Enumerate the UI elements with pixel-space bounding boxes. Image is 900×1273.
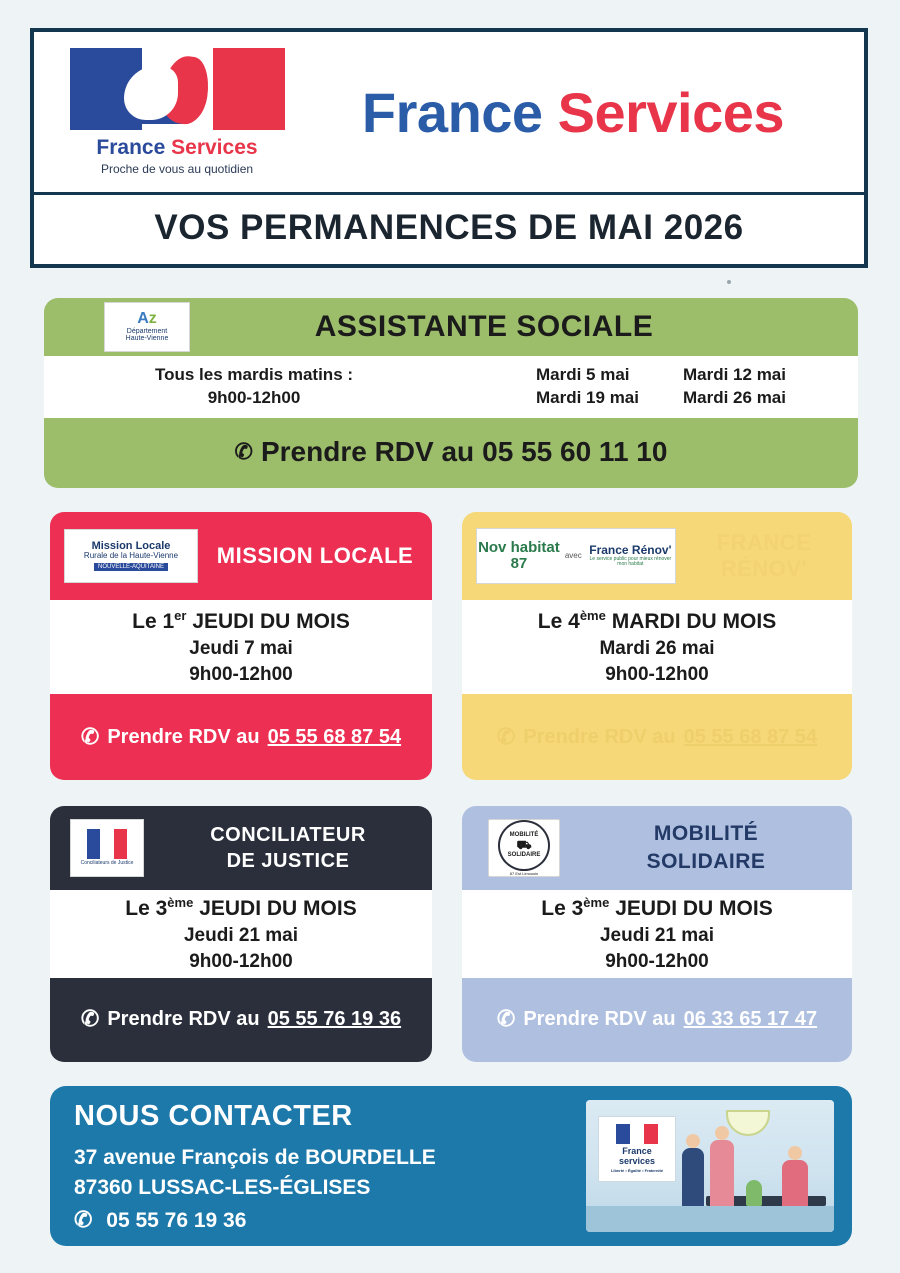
date-mobilite: Jeudi 21 mai	[599, 925, 715, 947]
phone-number-cj[interactable]: 05 55 76 19 36	[267, 1007, 402, 1030]
illustration-person-1-head	[686, 1134, 700, 1148]
marianne-hair	[124, 66, 178, 120]
frequency-prefix-cj: Le 3	[125, 896, 168, 920]
card-title-conciliateur-line2: DE JUSTICE	[226, 850, 350, 872]
date-item: Mardi 5 mai	[536, 365, 630, 385]
frequency-suffix-fr: MARDI DU MOIS	[605, 609, 777, 633]
card-head-france-renov	[462, 512, 852, 600]
page-title	[302, 80, 864, 145]
dates-assistante-sociale	[464, 364, 858, 410]
schedule-strip-mobilite	[462, 890, 852, 978]
logo-wordmark	[52, 136, 302, 160]
phone-icon: ✆	[74, 1206, 93, 1232]
schedule-strip-mission-locale	[50, 600, 432, 694]
frequency-conciliateur	[125, 894, 356, 923]
card-conciliateur-justice	[50, 806, 432, 1062]
badge-line1-as: Département	[126, 328, 168, 336]
schedule-text-assistante-sociale	[44, 364, 464, 410]
phone-label-fr: Prendre RDV au	[523, 725, 676, 748]
illustration-floor	[586, 1206, 834, 1232]
badge-line2-fr: France Rénov'	[589, 543, 672, 558]
schedule-hours-as: 9h00-12h00	[207, 388, 301, 407]
mobilite-solidaire-logo	[488, 819, 560, 877]
conciliateurs-justice-logo	[70, 819, 144, 877]
date-conciliateur: Jeudi 21 mai	[183, 925, 299, 947]
badge-line3-ml: NOUVELLE-AQUITAINE	[94, 563, 168, 571]
scan-artifact-dot	[727, 280, 731, 284]
contact-address-line2: 87360 LUSSAC-LES-ÉGLISES	[74, 1176, 371, 1200]
card-head-mission-locale	[50, 512, 432, 600]
illustration-person-1	[682, 1148, 704, 1206]
hours-france-renov: 9h00-12h00	[605, 663, 709, 685]
marianne-icon	[118, 54, 238, 126]
card-title-mobilite-line2: SOLIDAIRE	[646, 850, 766, 873]
illustration-plant	[746, 1180, 762, 1206]
phone-row-conciliateur[interactable]	[50, 978, 432, 1060]
contact-address-line1: 37 avenue François de BOURDELLE	[74, 1146, 436, 1169]
phone-label-ml: Prendre RDV au	[107, 725, 260, 748]
badge-line1-ml: Mission Locale	[91, 539, 171, 552]
card-title-mission-locale: MISSION LOCALE	[216, 543, 414, 568]
header-subtitle: VOS PERMANENCES DE MAI 2026	[154, 208, 744, 247]
frequency-suffix-ml: JEUDI DU MOIS	[186, 609, 350, 633]
card-head-assistante-sociale	[44, 298, 858, 356]
badge-avec-fr: avec	[564, 550, 582, 560]
phone-number-fr[interactable]: 05 55 68 87 54	[683, 725, 818, 748]
frequency-prefix-fr: Le 4	[537, 609, 580, 633]
illustration-caption-line2: services	[618, 1156, 656, 1167]
header-box	[30, 28, 868, 268]
card-france-renov	[462, 512, 852, 780]
schedule-label-as: Tous les mardis matins :	[154, 365, 354, 385]
logo-wordmark-services: Services	[171, 136, 258, 159]
dates-column-1	[536, 364, 639, 410]
card-title-assistante-sociale: ASSISTANTE SOCIALE	[314, 310, 654, 343]
logo-wordmark-france: France	[96, 136, 166, 159]
badge-line1-ms: MOBILITÉ	[509, 832, 539, 839]
phone-row-france-renov[interactable]	[462, 694, 852, 780]
badge-line3-ms: 87 Est Limousin	[509, 870, 539, 876]
contact-phone-row[interactable]	[74, 1204, 586, 1236]
frequency-ordinal-fr: ème	[579, 607, 606, 623]
mobilite-seal-icon: MOBILITÉ ⛟ SOLIDAIRE	[498, 820, 550, 871]
illustration-person-2	[710, 1140, 734, 1206]
schedule-strip-assistante-sociale	[44, 356, 858, 418]
date-france-renov: Mardi 26 mai	[599, 638, 715, 660]
contact-illustration	[586, 1100, 834, 1232]
phone-number-ml[interactable]: 05 55 68 87 54	[267, 725, 402, 748]
date-item: Mardi 12 mai	[683, 365, 786, 385]
card-head-conciliateur	[50, 806, 432, 890]
phone-icon: ✆	[80, 724, 100, 749]
phone-number-as[interactable]: 05 55 60 11 10	[482, 436, 668, 467]
schedule-strip-france-renov	[462, 600, 852, 694]
card-title-conciliateur	[144, 822, 432, 874]
phone-label-ms: Prendre RDV au	[523, 1007, 676, 1030]
card-title-mobilite-line1: MOBILITÉ	[653, 821, 759, 845]
frequency-france-renov	[538, 607, 776, 636]
illustration-caption-line3: Liberté • Égalité • Fraternité	[610, 1168, 664, 1174]
card-title-conciliateur-line1: CONCILIATEUR	[210, 824, 366, 846]
page-title-services: Services	[557, 80, 785, 144]
card-mobilite-solidaire	[462, 806, 852, 1062]
illustration-caption-line1: France	[622, 1146, 652, 1157]
badge-line2-as: Haute-Vienne	[125, 335, 169, 343]
badge-line2-ms: SOLIDAIRE	[507, 852, 541, 858]
frequency-ordinal-ms: ème	[583, 894, 610, 910]
date-item: Mardi 19 mai	[536, 388, 639, 407]
illustration-person-2-head	[715, 1126, 729, 1140]
phone-row-mission-locale[interactable]	[50, 694, 432, 780]
frequency-mission-locale	[132, 607, 350, 636]
phone-number-ms[interactable]: 06 33 65 17 47	[683, 1007, 818, 1030]
departement-haute-vienne-logo: Az Département Haute-Vienne	[104, 302, 190, 352]
hours-conciliateur: 9h00-12h00	[189, 950, 293, 972]
illustration-person-3	[782, 1160, 808, 1206]
card-assistante-sociale	[44, 298, 858, 488]
card-mission-locale	[50, 512, 432, 780]
card-head-mobilite	[462, 806, 852, 890]
contact-title: NOUS CONTACTER	[74, 1100, 353, 1132]
frequency-suffix-ms: JEUDI DU MOIS	[609, 896, 773, 920]
date-mission-locale: Jeudi 7 mai	[189, 638, 293, 660]
badge-line3-fr: Le service public pour mieux rénover mon habitat	[589, 556, 672, 568]
contact-phone-number[interactable]: 05 55 76 19 36	[106, 1208, 247, 1232]
phone-label-cj: Prendre RDV au	[107, 1007, 260, 1030]
dates-column-2	[683, 364, 786, 410]
frequency-mobilite	[541, 894, 772, 923]
france-services-logo	[52, 48, 302, 176]
schedule-strip-conciliateur	[50, 890, 432, 978]
contact-inner	[50, 1086, 852, 1246]
logo-tagline: Proche de vous au quotidien	[100, 162, 254, 176]
hours-mission-locale: 9h00-12h00	[189, 663, 293, 685]
phone-icon: ✆	[496, 724, 516, 749]
frequency-ordinal-cj: ème	[167, 894, 194, 910]
phone-icon: ✆	[496, 1006, 516, 1031]
phone-label-as: Prendre RDV au	[260, 436, 475, 467]
header-top	[34, 32, 864, 192]
badge-line1-fr: Nov habitat 87	[478, 539, 560, 572]
mission-locale-logo	[64, 529, 198, 583]
frequency-ordinal-ml: er	[174, 607, 187, 623]
phone-icon: ✆	[80, 1006, 100, 1031]
phone-row-mobilite[interactable]	[462, 978, 852, 1060]
french-flag-marianne-icon	[70, 48, 285, 130]
card-title-mobilite	[560, 820, 852, 877]
frequency-suffix-cj: JEUDI DU MOIS	[193, 896, 357, 920]
date-item: Mardi 26 mai	[683, 388, 786, 407]
illustration-france-services-poster	[598, 1116, 676, 1182]
page-title-france: France	[361, 80, 543, 144]
france-renov-logo	[476, 528, 676, 584]
frequency-prefix-ml: Le 1	[132, 609, 175, 633]
badge-line1-cj: Conciliateurs de Justice	[80, 860, 134, 867]
card-nous-contacter	[50, 1086, 852, 1246]
illustration-person-3-head	[788, 1146, 802, 1160]
header-subtitle-bar	[34, 192, 864, 261]
hours-mobilite: 9h00-12h00	[605, 950, 709, 972]
phone-row-assistante-sociale[interactable]	[44, 418, 858, 486]
illustration-flag-icon	[616, 1124, 658, 1144]
frequency-prefix-ms: Le 3	[541, 896, 584, 920]
card-title-france-renov: FRANCE RÉNOV'	[716, 530, 812, 581]
phone-icon: ✆	[234, 439, 253, 464]
contact-text	[74, 1100, 586, 1232]
badge-line2-ml: Rurale de la Haute-Vienne	[83, 551, 179, 561]
